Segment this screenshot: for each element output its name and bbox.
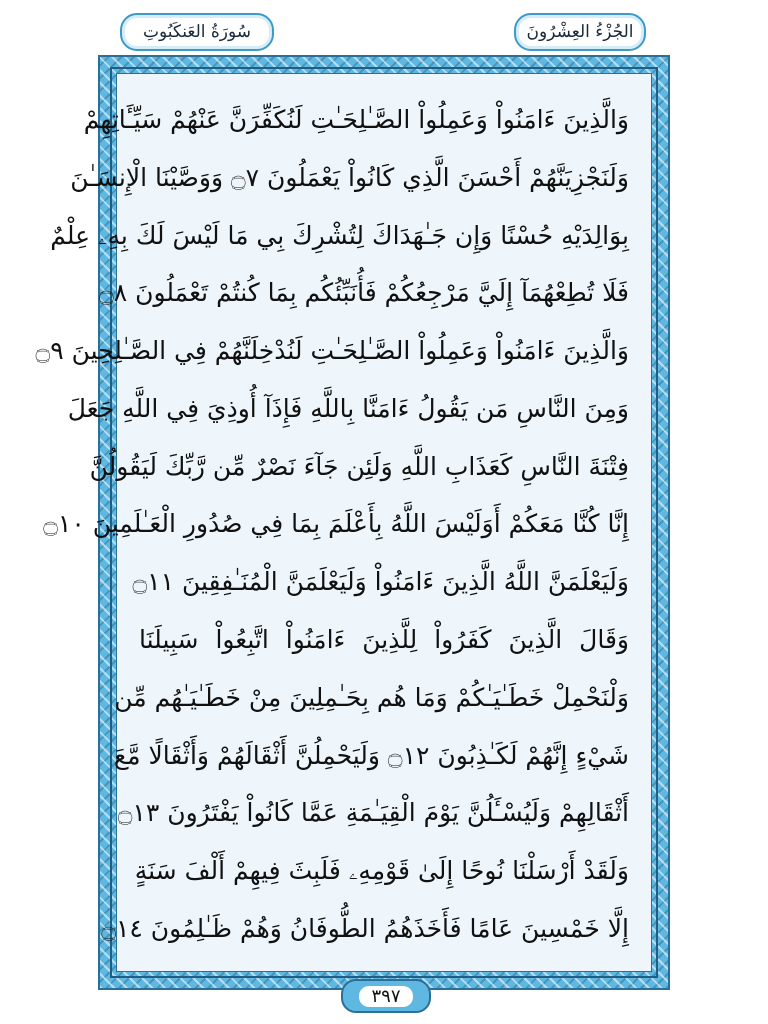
- juz-text: الجُزْءُ العِشْرُونَ: [526, 22, 634, 42]
- verse-line: فَلَا تُطِعْهُمَآ إِلَيَّ مَرْجِعُكُمْ فَأُنَبِّئُكُم بِمَا كُنتُمْ تَعْمَلُونَ ۝٨: [99, 278, 629, 308]
- verse-line: وَلَنَجْزِيَنَّهُمْ أَحْسَنَ الَّذِي كَانُواْ يَعْمَلُونَ ۝٧ وَوَصَّيْنَا الْإِنسَـٰنَ: [70, 162, 629, 192]
- surah-name-text: سُورَةُ العَنكَبُوتِ: [142, 22, 252, 42]
- verse-line: وَلْنَحْمِلْ خَطَـٰيَـٰكُمْ وَمَا هُم بِحَـٰمِلِينَ مِنْ خَطَـٰيَـٰهُم مِّن: [114, 682, 629, 712]
- text-area: [35, 73, 652, 972]
- verse-line: أَثْقَالِهِمْ وَلَيُسْـَٔلُنَّ يَوْمَ الْقِيَـٰمَةِ عَمَّا كَانُواْ يَفْتَرُونَ ۝١٣: [117, 798, 629, 828]
- verse-line: وَالَّذِينَ ءَامَنُواْ وَعَمِلُواْ الصَّـٰلِحَـٰتِ لَنُدْخِلَنَّهُمْ فِي الصَّـٰلِحِينَ ۝٩: [35, 336, 629, 366]
- page-number: ٣٩٧: [359, 986, 412, 1007]
- verse-line: بِوَالِدَيْهِ حُسْنًا وَإِن جَـٰهَدَاكَ لِتُشْرِكَ بِي مَا لَيْسَ لَكَ بِهِۦ عِلْمٌ: [50, 220, 629, 250]
- verse-line: شَيْءٍ إِنَّهُمْ لَكَـٰذِبُونَ ۝١٢ وَلَيَحْمِلُنَّ أَثْقَالَهُمْ وَأَثْقَالًا مَّعَ: [113, 740, 629, 770]
- page-number-badge: [341, 979, 431, 1013]
- verse-line: وَقَالَ الَّذِينَ كَفَرُواْ لِلَّذِينَ ءَامَنُواْ اتَّبِعُواْ سَبِيلَنَا: [139, 625, 629, 655]
- verses-block: [35, 102, 629, 947]
- juz-label: [514, 13, 646, 51]
- ornamental-border: [35, 55, 670, 990]
- verse-line: وَمِنَ النَّاسِ مَن يَقُولُ ءَامَنَّا بِاللَّهِ فَإِذَآ أُوذِيَ فِي اللَّهِ جَعَلَ: [67, 393, 629, 423]
- verse-line: إِنَّا كُنَّا مَعَكُمْ أَوَلَيْسَ اللَّهُ بِأَعْلَمَ بِمَا فِي صُدُورِ الْعَـٰلَمِينَ ۝١٠: [43, 509, 629, 539]
- verse-line: فِتْنَةَ النَّاسِ كَعَذَابِ اللَّهِ وَلَئِن جَآءَ نَصْرٌ مِّن رَّبِّكَ لَيَقُولُنَّ: [89, 451, 629, 481]
- verse-line: وَلَقَدْ أَرْسَلْنَا نُوحًا إِلَىٰ قَوْمِهِۦ فَلَبِثَ فِيهِمْ أَلْفَ سَنَةٍ: [134, 856, 629, 886]
- surah-name-label: [120, 13, 274, 51]
- verse-line: إِلَّا خَمْسِينَ عَامًا فَأَخَذَهُمُ الطُّوفَانُ وَهُمْ ظَـٰلِمُونَ ۝١٤: [101, 913, 629, 943]
- verse-line: وَالَّذِينَ ءَامَنُواْ وَعَمِلُواْ الصَّـٰلِحَـٰتِ لَنُكَفِّرَنَّ عَنْهُمْ سَيِّـَٔاتِهِمْ: [83, 105, 629, 134]
- verse-line: وَلَيَعْلَمَنَّ اللَّهُ الَّذِينَ ءَامَنُواْ وَلَيَعْلَمَنَّ الْمُنَـٰفِقِينَ ۝١١: [132, 567, 629, 597]
